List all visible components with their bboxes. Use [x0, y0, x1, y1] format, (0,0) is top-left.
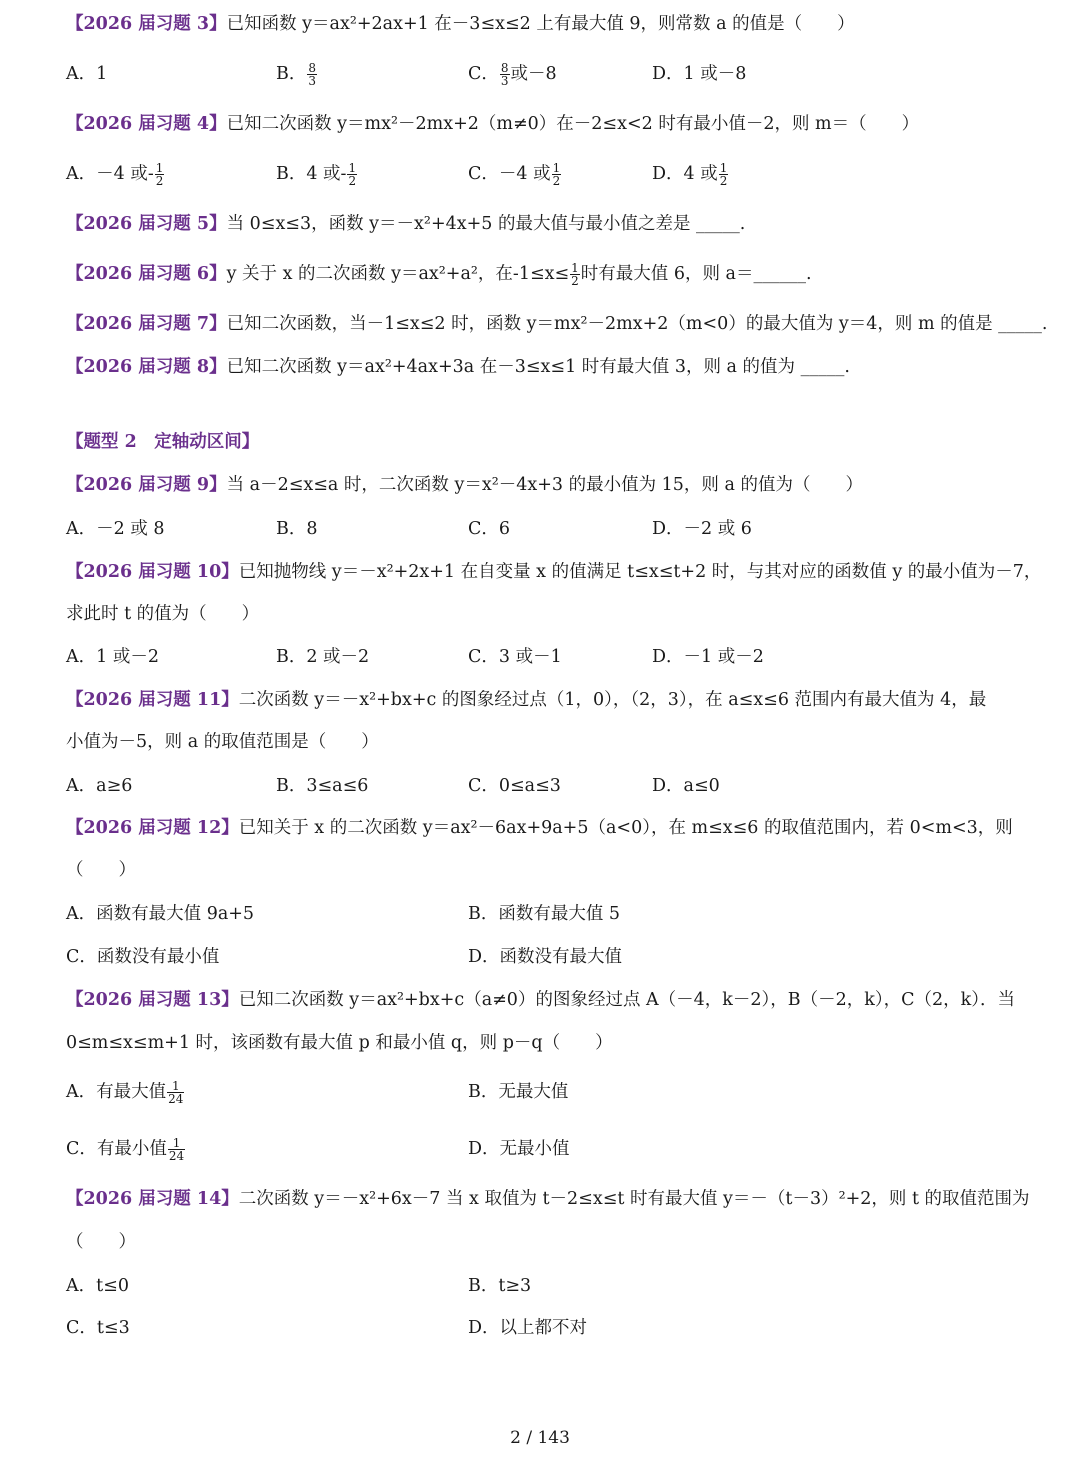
- section-heading: 【题型 2 定轴动区间】: [66, 432, 260, 452]
- option-d: D．4 或 $\frac{1}{2}$: [652, 161, 728, 188]
- problem-tag: 【2026 届习题 10】: [66, 562, 239, 582]
- fraction: $\frac{8}{3}$: [500, 61, 509, 88]
- problem-4-stem: [66, 112, 1012, 136]
- problem-text: 当 a－2≤x≤a 时，二次函数 y＝x²－4x+3 的最小值为 15，则 a 的值为（ ）: [226, 475, 863, 495]
- option-b: B．4 或- $\frac{1}{2}$: [276, 161, 357, 188]
- problem-14-stem: [66, 1187, 1030, 1211]
- problem-3-stem: [66, 12, 1012, 36]
- problem-text: 已知二次函数 y＝mx²－2mx+2（m≠0）在－2≤x<2 时有最小值－2，则 m＝（ ）: [226, 114, 920, 134]
- fraction: $\frac{1}{24}$: [168, 1136, 185, 1163]
- option-d: D．无最小值: [468, 1139, 570, 1159]
- page-number: 2 / 143: [510, 1428, 570, 1448]
- option-b: B．t≥3: [468, 1276, 532, 1296]
- problem-5-stem: [66, 212, 1012, 236]
- problem-text: 已知二次函数 y＝ax²+4ax+3a 在－3≤x≤1 时有最大值 3，则 a 的值为 _____.: [226, 357, 850, 377]
- fraction: $\frac{1}{2}$: [552, 161, 561, 188]
- problem-tag: 【2026 届习题 8】: [66, 357, 227, 377]
- option-c: C．有最小值 $\frac{1}{24}$: [66, 1136, 185, 1163]
- problem-text: 已知函数 y＝ax²+2ax+1 在－3≤x≤2 上有最大值 9，则常数 a 的值是（ ）: [226, 14, 855, 34]
- option-b: B．2 或－2: [276, 647, 370, 667]
- option-c: C．－4 或 $\frac{1}{2}$: [468, 161, 561, 188]
- problem-6-stem: 【2026 届习题 6】y 关于 x 的二次函数 y＝ax²+a²，在-1≤x≤ $\frac{1}{2}$ 时有最大值 6，则 a＝______.: [66, 261, 812, 288]
- problem-tag: 【2026 届习题 11】: [66, 690, 239, 710]
- problem-text: 二次函数 y＝－x²+bx+c 的图象经过点（1，0），（2，3），在 a≤x≤6 范围内有最大值为 4，最: [238, 690, 987, 710]
- option-a: A．函数有最大值 9a+5: [66, 904, 255, 924]
- problem-11-stem-cont: 小值为－5，则 a 的取值范围是（ ）: [66, 732, 379, 752]
- option-d: D．－2 或 6: [652, 519, 752, 539]
- problem-tag: 【2026 届习题 3】: [66, 14, 227, 34]
- option-a: A．－4 或- $\frac{1}{2}$: [66, 161, 164, 188]
- problem-7-stem: [66, 312, 1048, 336]
- option-c: C．3 或－1: [468, 647, 562, 667]
- problem-12-stem: [66, 816, 1012, 840]
- option-b: B． $\frac{8}{3}$: [276, 61, 317, 88]
- problem-tag: 【2026 届习题 9】: [66, 475, 227, 495]
- option-b: B．无最大值: [468, 1082, 569, 1102]
- problem-text: 当 0≤x≤3，函数 y＝－x²+4x+5 的最大值与最小值之差是 _____.: [226, 214, 746, 234]
- fraction: $\frac{1}{2}$: [348, 161, 357, 188]
- problem-9-stem: [66, 473, 1012, 497]
- option-c: C．t≤3: [66, 1318, 130, 1338]
- option-c: C．6: [468, 519, 511, 539]
- option-a: A．t≤0: [66, 1276, 129, 1296]
- option-a: A．－2 或 8: [66, 519, 165, 539]
- option-d: D．以上都不对: [468, 1318, 588, 1338]
- fraction: $\frac{1}{2}$: [571, 261, 579, 288]
- problem-tag: 【2026 届习题 5】: [66, 214, 227, 234]
- problem-text: 二次函数 y＝－x²+6x－7 当 x 取值为 t－2≤x≤t 时有最大值 y＝－（t－3）²+2，则 t 的取值范围为: [238, 1189, 1030, 1209]
- option-b: B．3≤a≤6: [276, 776, 369, 796]
- option-c: C． $\frac{8}{3}$ 或－8: [468, 61, 557, 88]
- problem-tag: 【2026 届习题 6】: [66, 264, 227, 284]
- option-d: D．函数没有最大值: [468, 947, 623, 967]
- problem-text: 已知二次函数 y＝ax²+bx+c（a≠0）的图象经过点 A（－4，k－2），B（－2，k），C（2，k）．当: [238, 990, 1015, 1010]
- problem-13-stem: [66, 988, 1015, 1012]
- option-d: D．1 或－8: [652, 64, 747, 84]
- option-d: D．a≤0: [652, 776, 720, 796]
- problem-tag: 【2026 届习题 12】: [66, 818, 239, 838]
- option-a: A．1: [66, 64, 108, 84]
- problem-12-stem-cont: （ ）: [66, 860, 136, 880]
- problem-13-stem-cont: 0≤m≤x≤m+1 时，该函数有最大值 p 和最小值 q，则 p－q（ ）: [66, 1033, 613, 1053]
- problem-text: 已知抛物线 y＝－x²+2x+1 在自变量 x 的值满足 t≤x≤t+2 时，与其对应的函数值 y 的最小值为－7，: [238, 562, 1042, 582]
- fraction: $\frac{1}{24}$: [168, 1079, 184, 1106]
- problem-tag: 【2026 届习题 4】: [66, 114, 227, 134]
- option-a: A．1 或－2: [66, 647, 159, 667]
- fraction: $\frac{1}{2}$: [155, 161, 164, 188]
- problem-10-stem-cont: 求此时 t 的值为（ ）: [66, 604, 260, 624]
- fraction: $\frac{8}{3}$: [308, 61, 317, 88]
- fraction: $\frac{1}{2}$: [719, 161, 728, 188]
- option-b: B．函数有最大值 5: [468, 904, 621, 924]
- option-d: D．－1 或－2: [652, 647, 764, 667]
- problem-10-stem: [66, 560, 1042, 584]
- problem-14-stem-cont: （ ）: [66, 1232, 136, 1252]
- problem-tag: 【2026 届习题 7】: [66, 314, 227, 334]
- problem-8-stem: [66, 355, 1012, 379]
- option-a: A．有最大值 $\frac{1}{24}$: [66, 1079, 184, 1106]
- problem-tag: 【2026 届习题 14】: [66, 1189, 239, 1209]
- option-a: A．a≥6: [66, 776, 133, 796]
- option-b: B．8: [276, 519, 318, 539]
- option-c: C．0≤a≤3: [468, 776, 561, 796]
- option-c: C．函数没有最小值: [66, 947, 220, 967]
- problem-text: 已知关于 x 的二次函数 y＝ax²－6ax+9a+5（a<0），在 m≤x≤6 的取值范围内，若 0<m<3，则: [238, 818, 1013, 838]
- problem-text: 已知二次函数，当－1≤x≤2 时，函数 y＝mx²－2mx+2（m<0）的最大值为 y＝4，则 m 的值是 _____.: [226, 314, 1048, 334]
- problem-tag: 【2026 届习题 13】: [66, 990, 239, 1010]
- problem-11-stem: [66, 688, 1012, 712]
